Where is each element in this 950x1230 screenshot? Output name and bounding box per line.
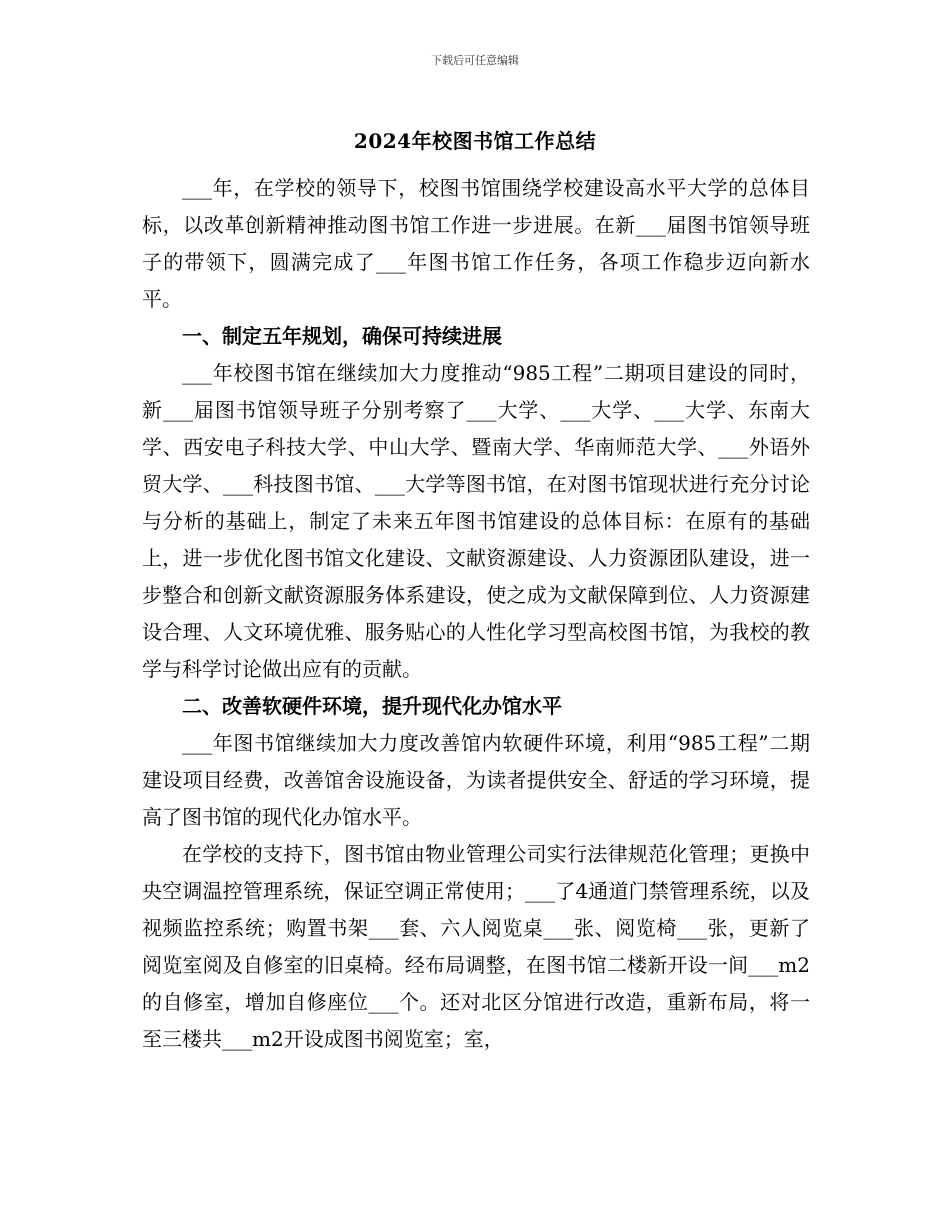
section-2-paragraph-1: ___年图书馆继续加大力度改善馆内软硬件环境，利用“985工程”二期建设项目经费，改善馆舍设施设备，为读者提供安全、舒适的学习环境，提高了图书馆的现代化办馆水平。 xyxy=(142,731,810,829)
section-1-paragraph: ___年校图书馆在继续加大力度推动“985工程”二期项目建设的同时，新___届图书馆领导班子分别考察了___大学、___大学、___大学、东南大学、西安电子科技大学、中山大学、暨南大学、华南师范大学、___外语外贸大学、___科技图书馆、___大学等图书馆，在对图书馆现状进行充分讨论与分析的基础上，制定了未来五年图书馆建设的总体目标：在原有的基础上，进一步优化图书馆文化建设、文献资源建设、人力资源团队建设，进一步整合和创新文献资源服务体系建设，使之成为文献保障到位、人力资源建设合理、人文环境优雅、服务贴心的人性化学习型高校图书馆，为我校的教学与科学讨论做出应有的贡献。 xyxy=(142,361,810,681)
intro-paragraph: ___年，在学校的领导下，校图书馆围绕学校建设高水平大学的总体目标，以改革创新精神推动图书馆工作进一步进展。在新___届图书馆领导班子的带领下，圆满完成了___年图书馆工作任务，各项工作稳步迈向新水平。 xyxy=(142,176,810,311)
section-heading-2: 二、改善软硬件环境，提升现代化办馆水平 xyxy=(182,694,562,718)
page-header: 下载后可任意编辑 xyxy=(431,54,519,67)
document-title: 2024年校图书馆工作总结 xyxy=(353,129,597,153)
section-heading-1: 一、制定五年规划，确保可持续进展 xyxy=(182,324,502,348)
section-2-paragraph-2: 在学校的支持下，图书馆由物业管理公司实行法律规范化管理；更换中央空调温控管理系统，保证空调正常使用；___了4通道门禁管理系统，以及视频监控系统；购置书架___套、六人阅览桌___张、阅览椅___张，更新了阅览室阅及自修室的旧桌椅。经布局调整，在图书馆二楼新开设一间___m2的自修室，增加自修座位___个。还对北区分馆进行改造，重新布局，将一至三楼共___m2开设成图书阅览室；室， xyxy=(142,842,810,1051)
document-body xyxy=(142,170,810,1058)
